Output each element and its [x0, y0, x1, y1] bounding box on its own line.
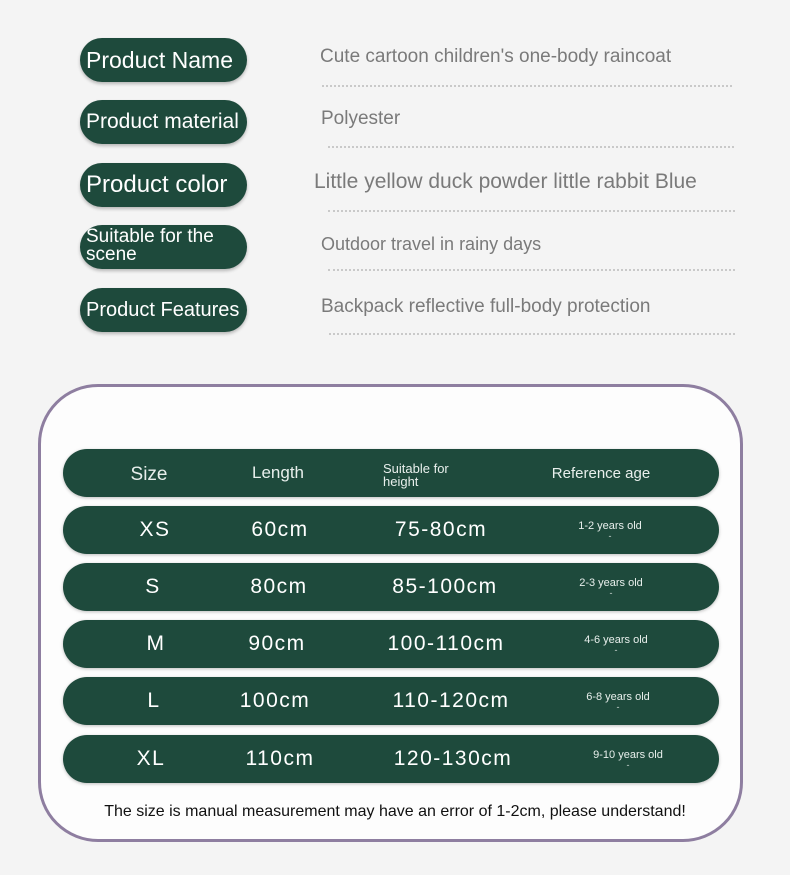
- age-text: 2-3 years old: [579, 577, 643, 589]
- length-cell: 110cm: [245, 747, 315, 770]
- spec-value: Outdoor travel in rainy days: [321, 234, 542, 254]
- spec-label-text: Product Features: [86, 298, 240, 321]
- age-dash: -: [608, 531, 612, 541]
- age-cell: [568, 735, 688, 783]
- spec-label-text: Product material: [86, 110, 239, 133]
- age-cell: [551, 563, 671, 611]
- spec-label-text: Product color: [86, 171, 228, 198]
- age-text: 4-6 years old: [584, 634, 648, 646]
- height-cell: 85-100cm: [392, 575, 498, 598]
- measurement-note: The size is manual measurement may have an error of 1-2cm, please understand!: [104, 803, 686, 820]
- height-cell: 100-110cm: [387, 632, 505, 655]
- dotted-divider: [322, 85, 732, 87]
- spec-row-product-name: [0, 38, 790, 82]
- spec-label-text: Product Name: [86, 46, 234, 73]
- size-cell: XL: [136, 747, 166, 770]
- age-cell: [556, 620, 676, 668]
- spec-value: Cute cartoon children's one-body raincoat: [320, 46, 672, 67]
- dotted-divider: [329, 333, 735, 335]
- spec-label-line-2: scene: [86, 244, 137, 265]
- spec-value: Backpack reflective full-body protection: [321, 296, 651, 317]
- age-dash: -: [626, 760, 630, 770]
- header-height-line-1: Suitable for: [383, 460, 449, 476]
- header-age: Reference age: [551, 464, 651, 482]
- spec-label: [80, 100, 247, 144]
- size-cell: S: [145, 575, 161, 598]
- spec-label-line-1: Suitable for the: [86, 226, 214, 247]
- age-cell: [558, 677, 678, 725]
- header-height: [383, 449, 503, 497]
- dotted-divider: [328, 210, 735, 212]
- dotted-divider: [328, 146, 734, 148]
- length-cell: 90cm: [248, 632, 306, 655]
- age-dash: -: [614, 645, 618, 655]
- spec-label: [80, 163, 247, 207]
- size-cell: XS: [139, 518, 171, 541]
- size-cell: L: [147, 689, 161, 712]
- age-text: 6-8 years old: [586, 691, 650, 703]
- height-cell: 120-130cm: [393, 747, 513, 770]
- spec-row-product-features: [0, 288, 790, 332]
- dotted-divider: [328, 269, 735, 271]
- spec-label: [80, 225, 247, 269]
- spec-label: [80, 288, 247, 332]
- height-cell: 75-80cm: [394, 518, 488, 541]
- size-row-s: [63, 563, 719, 611]
- age-text: 9-10 years old: [593, 749, 663, 761]
- spec-row-product-color: [0, 163, 790, 207]
- age-dash: -: [609, 588, 613, 598]
- length-cell: 100cm: [239, 689, 311, 712]
- spec-value: Little yellow duck powder little rabbit Blue: [314, 170, 697, 193]
- length-cell: 80cm: [250, 575, 308, 598]
- size-cell: M: [146, 632, 166, 655]
- size-table-header: [63, 449, 719, 497]
- header-length: Length: [252, 463, 304, 482]
- age-cell: [550, 506, 670, 554]
- spec-row-product-material: [0, 100, 790, 144]
- spec-label: [80, 38, 247, 82]
- age-dash: -: [616, 702, 620, 712]
- spec-label-text: [86, 228, 214, 264]
- spec-row-suitable-scene: [0, 225, 790, 269]
- size-row-xl: [63, 735, 719, 783]
- header-size: Size: [130, 464, 168, 485]
- size-row-l: [63, 677, 719, 725]
- age-text: 1-2 years old: [578, 520, 642, 532]
- header-height-line-2: height: [383, 473, 419, 489]
- spec-value: Polyester: [321, 108, 401, 129]
- size-row-xs: [63, 506, 719, 554]
- size-row-m: [63, 620, 719, 668]
- length-cell: 60cm: [251, 518, 309, 541]
- height-cell: 110-120cm: [392, 689, 510, 712]
